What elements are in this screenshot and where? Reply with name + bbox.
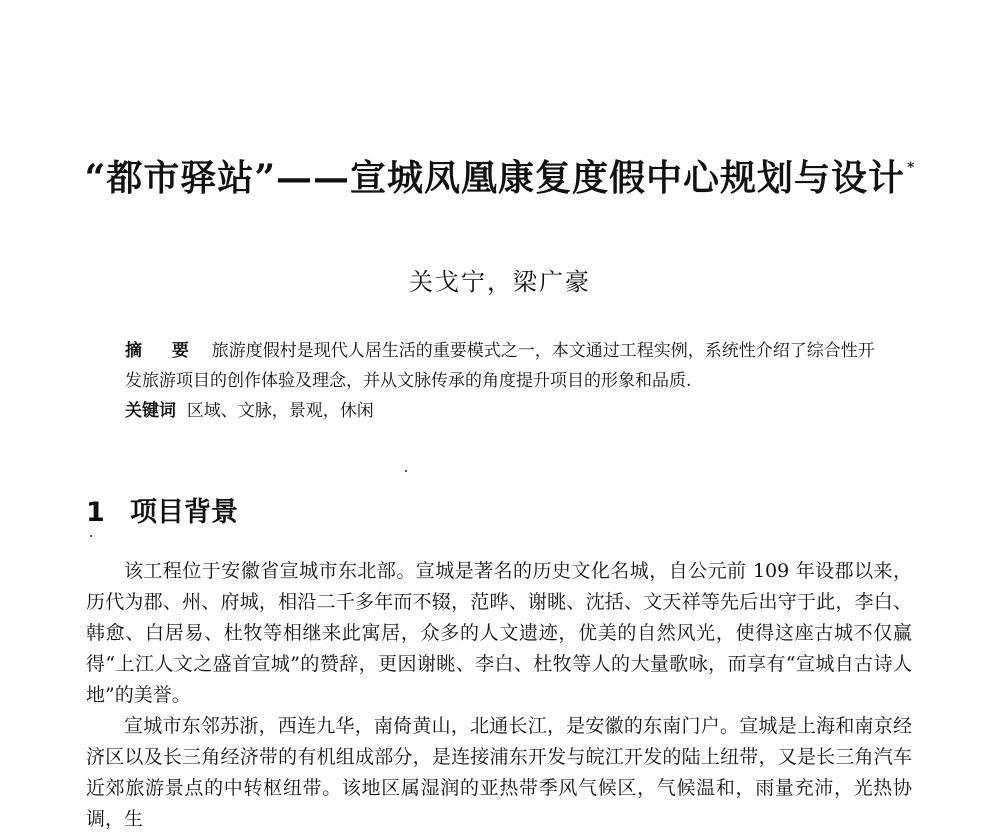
paragraph: 宣城市东邻苏浙，西连九华，南倚黄山，北通长江，是安徽的东南门户。宣城是上海和南京经济区以及长三角经济带的有机组成部分，是连接浦东开发与皖江开发的陆上纽带，又是长三角汽车近郊旅游景点的中转枢纽带。该地区属湿润的亚热带季风气候区，气候温和，雨量充沛，光热协调，生 <box>86 715 912 830</box>
paper-title: “都市驿站”——宣城凤凰康复度假中心规划与设计 * <box>84 157 916 199</box>
section-title: 项目背景 <box>130 497 238 528</box>
keywords-text: 区域、文脉，景观，休闲 <box>186 401 374 421</box>
paragraph: 该工程位于安徽省宣城市东北部。宣城是著名的历史文化名城，自公元前 109 年设郡以来，历代为郡、州、府城，相沿二千多年而不辍，范晔、谢眺、沈括、文天祥等先后出守于此，李白、韩愈、白居易、杜牧等相继来此寓居，众多的人文遗迹，优美的自然风光，使得这座古城不仅赢得“上江人文之盛首宣城”的赞辞，更因谢眺、李白、杜牧等人的大量歌咏，而享有“宣城自古诗人地”的美誉。 <box>86 560 912 706</box>
keywords-label: 关键词 <box>125 401 176 421</box>
authors: 关戈宁，梁广豪 <box>409 268 591 296</box>
scan-speck <box>90 535 92 537</box>
abstract-label: 摘 要 <box>125 341 201 361</box>
abstract-text: 旅游度假村是现代人居生活的重要模式之一，本文通过工程实例，系统性介绍了综合性开发旅游项目的创作体验及理念，并从文脉传承的角度提升项目的形象和品质. <box>125 341 875 391</box>
section-number: 1 <box>86 497 105 528</box>
abstract-block <box>125 336 885 426</box>
keywords <box>125 396 885 426</box>
title-footnote-mark: * <box>907 160 916 176</box>
abstract <box>125 336 885 396</box>
section-heading <box>86 490 238 529</box>
body-text <box>86 556 912 835</box>
scan-speck <box>405 470 407 472</box>
